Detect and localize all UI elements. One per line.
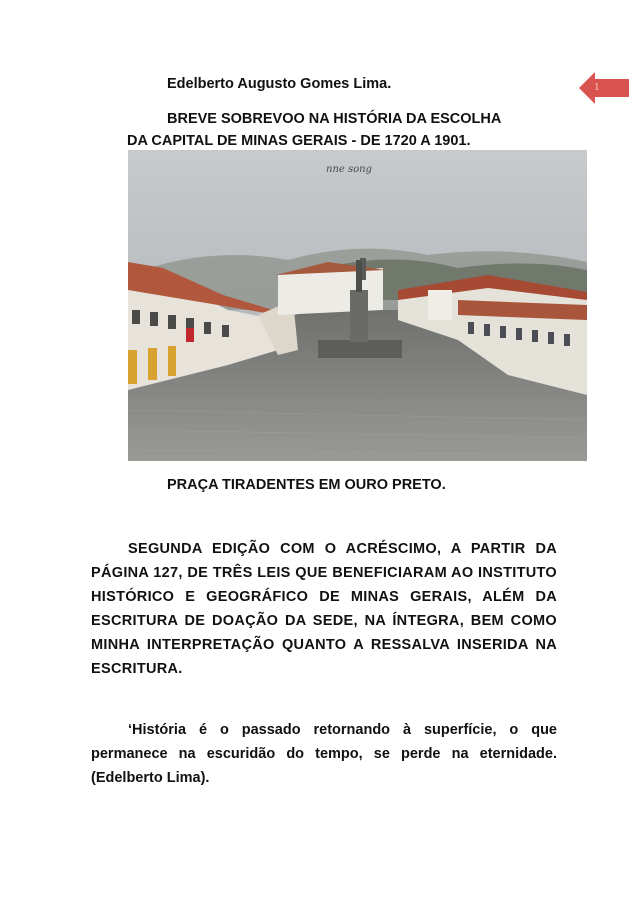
page-number-marker [579, 70, 629, 106]
title-line-2: DA CAPITAL DE MINAS GERAIS - DE 1720 A 1901. [127, 133, 471, 149]
photo-caption: PRAÇA TIRADENTES EM OURO PRETO. [167, 477, 446, 493]
edition-note: SEGUNDA EDIÇÃO COM O ACRÉSCIMO, A PARTIR DA PÁGINA 127, DE TRÊS LEIS QUE BENEFICIARAM AO INSTITUTO HISTÓRICO E GEOGRÁFICO DE MINAS GERAIS, ALÉM DA ESCRITURA DE DOAÇÃO DA SEDE, NA ÍNTEGRA, BEM COMO MINHA INTERPRETAÇÃO QUANTO A RESSALVA INSERIDA NA ESCRITURA. [91, 541, 557, 677]
ouro-preto-photo [128, 150, 587, 461]
left-arrow-icon [579, 70, 629, 106]
photo-watermark: nne song [326, 164, 372, 175]
author-name: Edelberto Augusto Gomes Lima. [167, 76, 392, 92]
title-line-1: BREVE SOBREVOO NA HISTÓRIA DA ESCOLHA [167, 111, 502, 127]
quote-paragraph: ‘História é o passado retornando à superfície, o que permanece na escuridão do tempo, se perde na eternidade. (Edelberto Lima). [91, 722, 557, 786]
page-number: 1 [594, 81, 600, 93]
document-title [127, 108, 559, 152]
